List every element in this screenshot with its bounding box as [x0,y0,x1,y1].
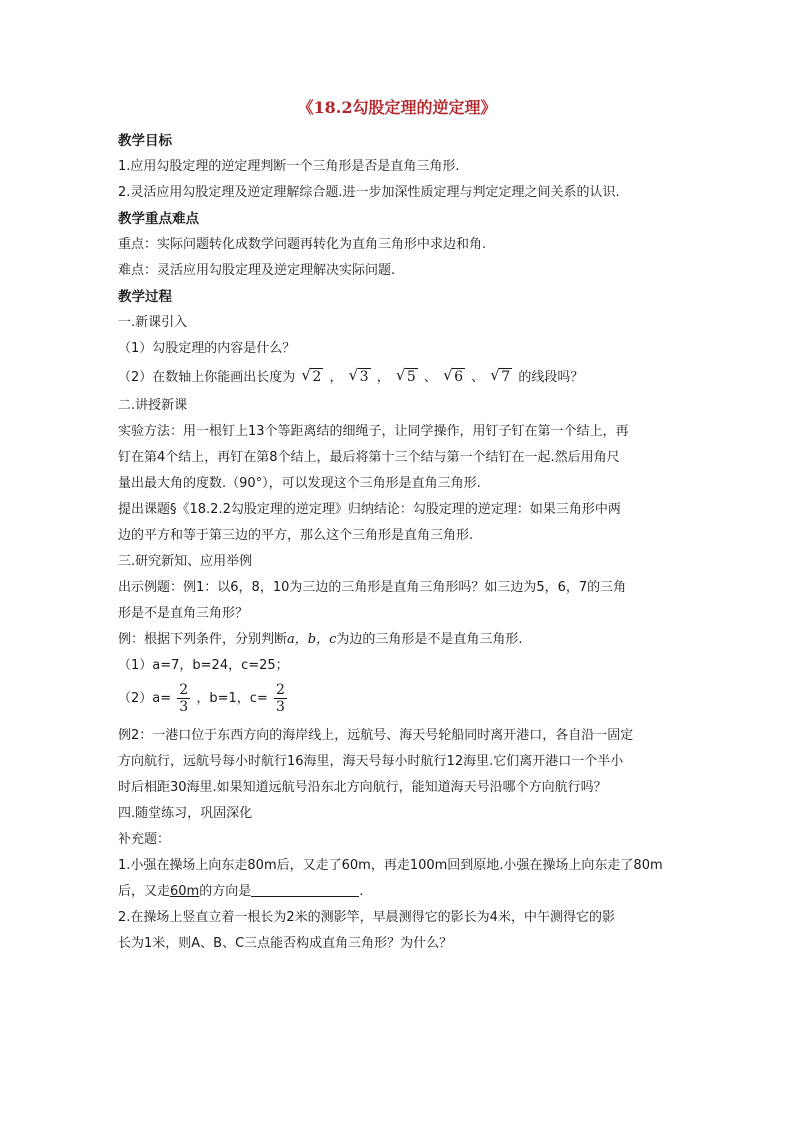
separator: ， [329,370,343,385]
example-intro-suffix: 为边的三角形是不是直角三角形. [336,632,523,647]
example-2-line-3: 时后相距30海里.如果知道远航号沿东北方向航行，能知道海天号沿哪个方向航行吗？ [118,780,607,795]
key-point: 重点：实际问题转化成数学问题再转化为直角三角形中求边和角. [118,237,487,252]
part-3-title: 三.研究新知、应用举例 [118,554,253,569]
separator: ， [376,370,390,385]
sqrt-3: √ 3 [348,366,369,385]
condition-2 [118,679,678,723]
sqrt-2: √ 2 [301,366,322,385]
answer-blank[interactable] [251,880,359,897]
part-2-title: 二.讲授新课 [118,398,188,413]
topic-line-1: 提出课题§《18.2.2勾股定理的逆定理》归纳结论：勾股定理的逆定理：如果三角形中两 [118,502,621,517]
sqrt-7: √ 7 [490,366,511,385]
sqrt-5: √ 5 [395,366,416,385]
example-intro-prefix: 例：根据下列条件，分别判断 [118,632,288,647]
goal-2: 2.灵活应用勾股定理及逆定理解综合题.进一步加深性质定理与判定定理之间关系的认识. [118,185,620,200]
condition-2-prefix: （2）a= [118,691,172,706]
exercise-1-underlined: 60m [170,884,200,899]
exercise-1-suffix: 的方向是 [199,884,252,899]
goal-1: 1.应用勾股定理的逆定理判断一个三角形是否是直角三角形. [118,159,460,174]
exercise-2-line-1: 2.在操场上竖直立着一根长为2米的测影竿，早晨测得它的影长为4米，中午测得它的影 [118,910,615,925]
example-variables: a，b，c [287,632,337,647]
extra-label: 补充题： [118,832,171,847]
example-2-line-2: 方向航行，远航号每小时航行16海里，海天号每小时航行12海里.它们离开港口一个半小 [118,754,624,769]
part-4-title: 四.随堂练习，巩固深化 [118,806,253,821]
document-title: 《18.2勾股定理的逆定理》 [297,98,497,117]
part-1-question-1: （1）勾股定理的内容是什么？ [118,341,296,356]
example-1-line-2: 形是不是直角三角形？ [118,606,249,621]
separator: 、 [423,370,437,385]
example-2-line-1: 例2：一港口位于东西方向的海岸线上，远航号、海天号轮船同时离开港口，各自沿一固定 [118,728,634,743]
question-2-prefix: （2）在数轴上你能画出长度为 [118,370,296,385]
exercise-2-line-2: 长为1米，则A、B、C三点能否构成直角三角形？为什么？ [118,936,453,951]
sqrt-6: √ 6 [443,366,463,385]
condition-2-middle: ，b=1，c= [196,691,268,706]
part-1-question-2 [118,362,678,393]
condition-1: （1）a=7，b=24，c=25； [118,658,289,673]
separator: 、 [471,370,485,385]
fraction-a: $\frac{2}{3}$ [179,682,189,715]
experiment-line-2: 钉在第4个结上，再钉在第8个结上，最后将第十三个结与第一个结钉在一起.然后用角尺 [118,450,620,465]
exercise-1-end: . [359,884,364,899]
exercise-1-line-2 [118,879,678,905]
part-1-title: 一.新课引入 [118,315,188,330]
document-body [118,128,678,957]
process-heading: 教学过程 [118,289,172,305]
difficult-point: 难点：灵活应用勾股定理及逆定理解决实际问题. [118,263,396,278]
experiment-line-1: 实验方法：用一根钉上13个等距离结的细绳子，让同学操作，用钉子钉在第一个结上，再 [118,424,629,439]
example-intro [118,627,678,653]
exercise-1-line-1: 1.小强在操场上向东走80m后，又走了60m，再走100m回到原地.小强在操场上向东走了80m [118,858,663,873]
question-2-suffix: 的线段吗？ [518,370,584,385]
fraction-c: $\frac{2}{3}$ [275,682,285,715]
experiment-line-3: 量出最大角的度数.（90°），可以发现这个三角形是直角三角形. [118,476,481,491]
key-heading: 教学重点难点 [118,211,199,227]
exercise-1-prefix: 后，又走 [118,884,171,899]
goals-heading: 教学目标 [118,133,172,149]
topic-line-2: 边的平方和等于第三边的平方，那么这个三角形是直角三角形. [118,528,474,543]
example-1-line-1: 出示例题：例1：以6，8，10为三边的三角形是直角三角形吗？如三边为5，6，7的三角 [118,580,627,595]
